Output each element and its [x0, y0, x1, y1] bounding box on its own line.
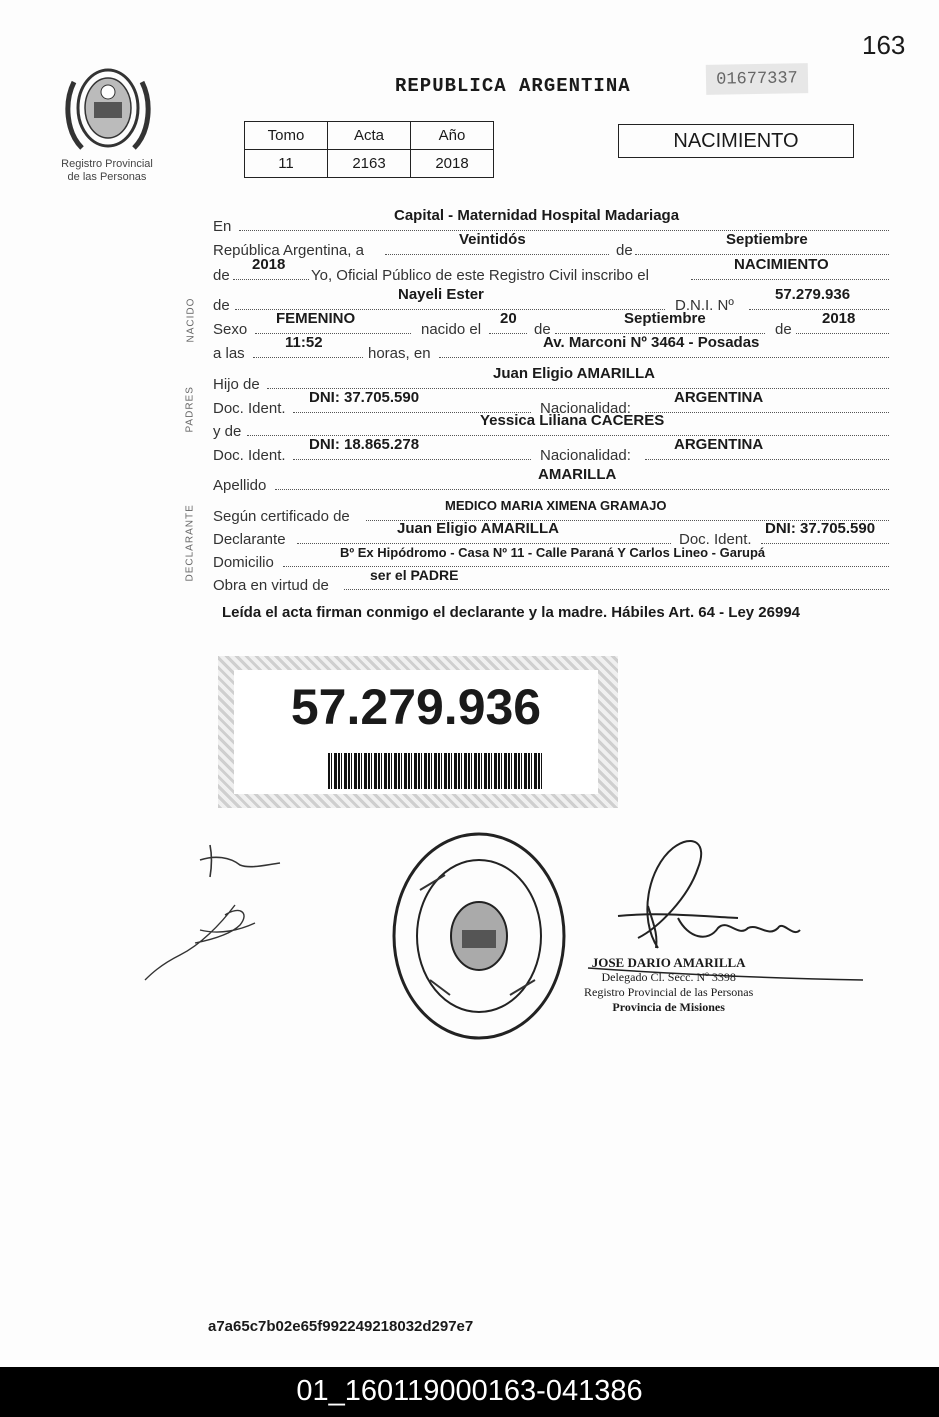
- value-place: Capital - Maternidad Hospital Madariaga: [394, 207, 680, 224]
- row-capacity: [213, 567, 889, 594]
- label-alas: a las: [213, 345, 245, 362]
- value-tomo: 11: [245, 150, 328, 178]
- label-de: de: [213, 297, 230, 314]
- signing-note: Leída el acta firman conmigo el declarante y la madre. Hábiles Art. 64 - Ley 26994: [222, 604, 801, 621]
- value-certificate: MEDICO MARIA XIMENA GRAMAJO: [445, 498, 667, 513]
- value-birth-month: Septiembre: [624, 310, 706, 327]
- label-nacionalidad: Nacionalidad:: [540, 447, 631, 464]
- dni-card-number: 57.279.936: [290, 679, 542, 735]
- value-birth-day: 20: [500, 310, 517, 327]
- serial-number-stamp: 01677337: [706, 63, 809, 95]
- label-horas: horas, en: [368, 345, 431, 362]
- label-republica: República Argentina, a: [213, 242, 364, 259]
- label-doc: Doc. Ident.: [679, 531, 752, 548]
- section-label-padres: PADRES: [184, 386, 196, 433]
- value-anio: 2018: [411, 150, 494, 178]
- label-doc: Doc. Ident.: [213, 447, 286, 464]
- country-title: REPUBLICA ARGENTINA: [395, 75, 631, 97]
- barcode: [328, 753, 542, 789]
- registry-seal: [390, 830, 568, 1042]
- label-de: de: [616, 242, 633, 259]
- header-acta: Acta: [328, 122, 411, 150]
- value-birth-year: 2018: [822, 310, 856, 327]
- dni-card: [218, 656, 618, 808]
- officer-stamp: [584, 955, 753, 1015]
- page-number: 163: [862, 30, 906, 60]
- value-birth-time: 11:52: [285, 334, 323, 351]
- registry-name: Registro Provincial de las Personas: [61, 158, 153, 183]
- value-year: 2018: [252, 256, 286, 273]
- value-month-words: Septiembre: [726, 231, 808, 248]
- label-de: de: [213, 267, 230, 284]
- value-mother-name: Yessica Liliana CACERES: [480, 412, 665, 429]
- label-domicilio: Domicilio: [213, 554, 274, 571]
- label-declarante: Declarante: [213, 531, 286, 548]
- value-birth-place: Av. Marconi Nº 3464 - Posadas: [543, 334, 760, 351]
- document-hash: a7a65c7b02e65f992249218032d297e7: [208, 1318, 474, 1335]
- label-obra: Obra en virtud de: [213, 577, 329, 594]
- officer-province: Provincia de Misiones: [612, 1000, 725, 1014]
- label-dni: D.N.I. Nº: [675, 297, 734, 314]
- dni-card-panel: [234, 670, 598, 794]
- value-acta: 2163: [328, 150, 411, 178]
- value-address: Bº Ex Hipódromo - Casa Nº 11 - Calle Paraná Y Carlos Lineo - Garupá: [340, 545, 766, 560]
- footer-code: 01_160119000163-041386: [0, 1367, 939, 1417]
- value-father-nationality: ARGENTINA: [674, 389, 764, 406]
- label-hijo: Hijo de: [213, 376, 260, 393]
- header-anio: Año: [411, 122, 494, 150]
- row-address: [213, 545, 889, 571]
- label-apellido: Apellido: [213, 477, 267, 494]
- declarant-signature: [140, 835, 300, 985]
- value-surname: AMARILLA: [538, 466, 617, 483]
- value-father-name: Juan Eligio AMARILLA: [493, 365, 655, 382]
- label-y-de: y de: [213, 423, 242, 440]
- province-emblem-icon: [60, 62, 156, 154]
- label-nacionalidad: Nacionalidad:: [540, 400, 631, 417]
- record-table: [244, 121, 494, 178]
- value-sex: FEMENINO: [276, 310, 356, 327]
- section-label-nacido: NACIDO: [185, 297, 197, 343]
- officer-title: Delegado Cl. Secc. Nº 3398: [601, 970, 736, 984]
- label-de: de: [775, 321, 792, 338]
- officer-name: JOSE DARIO AMARILLA: [591, 955, 746, 970]
- record-table-values: [245, 150, 494, 178]
- value-child-dni: 57.279.936: [775, 286, 851, 303]
- officer-registry: Registro Provincial de las Personas: [584, 985, 754, 999]
- label-certificado: Según certificado de: [213, 508, 350, 525]
- value-day-words: Veintidós: [459, 231, 526, 248]
- value-record-kind: NACIMIENTO: [734, 256, 829, 273]
- value-mother-doc: DNI: 18.865.278: [309, 436, 420, 453]
- record-table-header: [245, 122, 494, 150]
- header-tomo: Tomo: [245, 122, 328, 150]
- label-sexo: Sexo: [213, 321, 248, 338]
- value-capacity: ser el PADRE: [370, 567, 459, 583]
- value-mother-nationality: ARGENTINA: [674, 436, 764, 453]
- label-doc: Doc. Ident.: [213, 400, 286, 417]
- row-birth-time-place: [213, 334, 889, 362]
- value-declarant-doc: DNI: 37.705.590: [765, 520, 876, 537]
- value-child-name: Nayeli Ester: [398, 286, 484, 303]
- row-year-record: [213, 256, 889, 284]
- value-father-doc: DNI: 37.705.590: [309, 389, 420, 406]
- label-nacido: nacido el: [421, 321, 482, 338]
- label-en: En: [213, 218, 232, 235]
- row-surname: [213, 466, 889, 494]
- value-declarant-name: Juan Eligio AMARILLA: [397, 520, 559, 537]
- label-officer-text: Yo, Oficial Público de este Registro Civil inscribo el: [311, 267, 649, 284]
- section-label-declarante: DECLARANTE: [184, 504, 196, 582]
- label-de: de: [534, 321, 551, 338]
- row-mother-doc: [213, 436, 889, 464]
- document-type-box: NACIMIENTO: [618, 124, 854, 158]
